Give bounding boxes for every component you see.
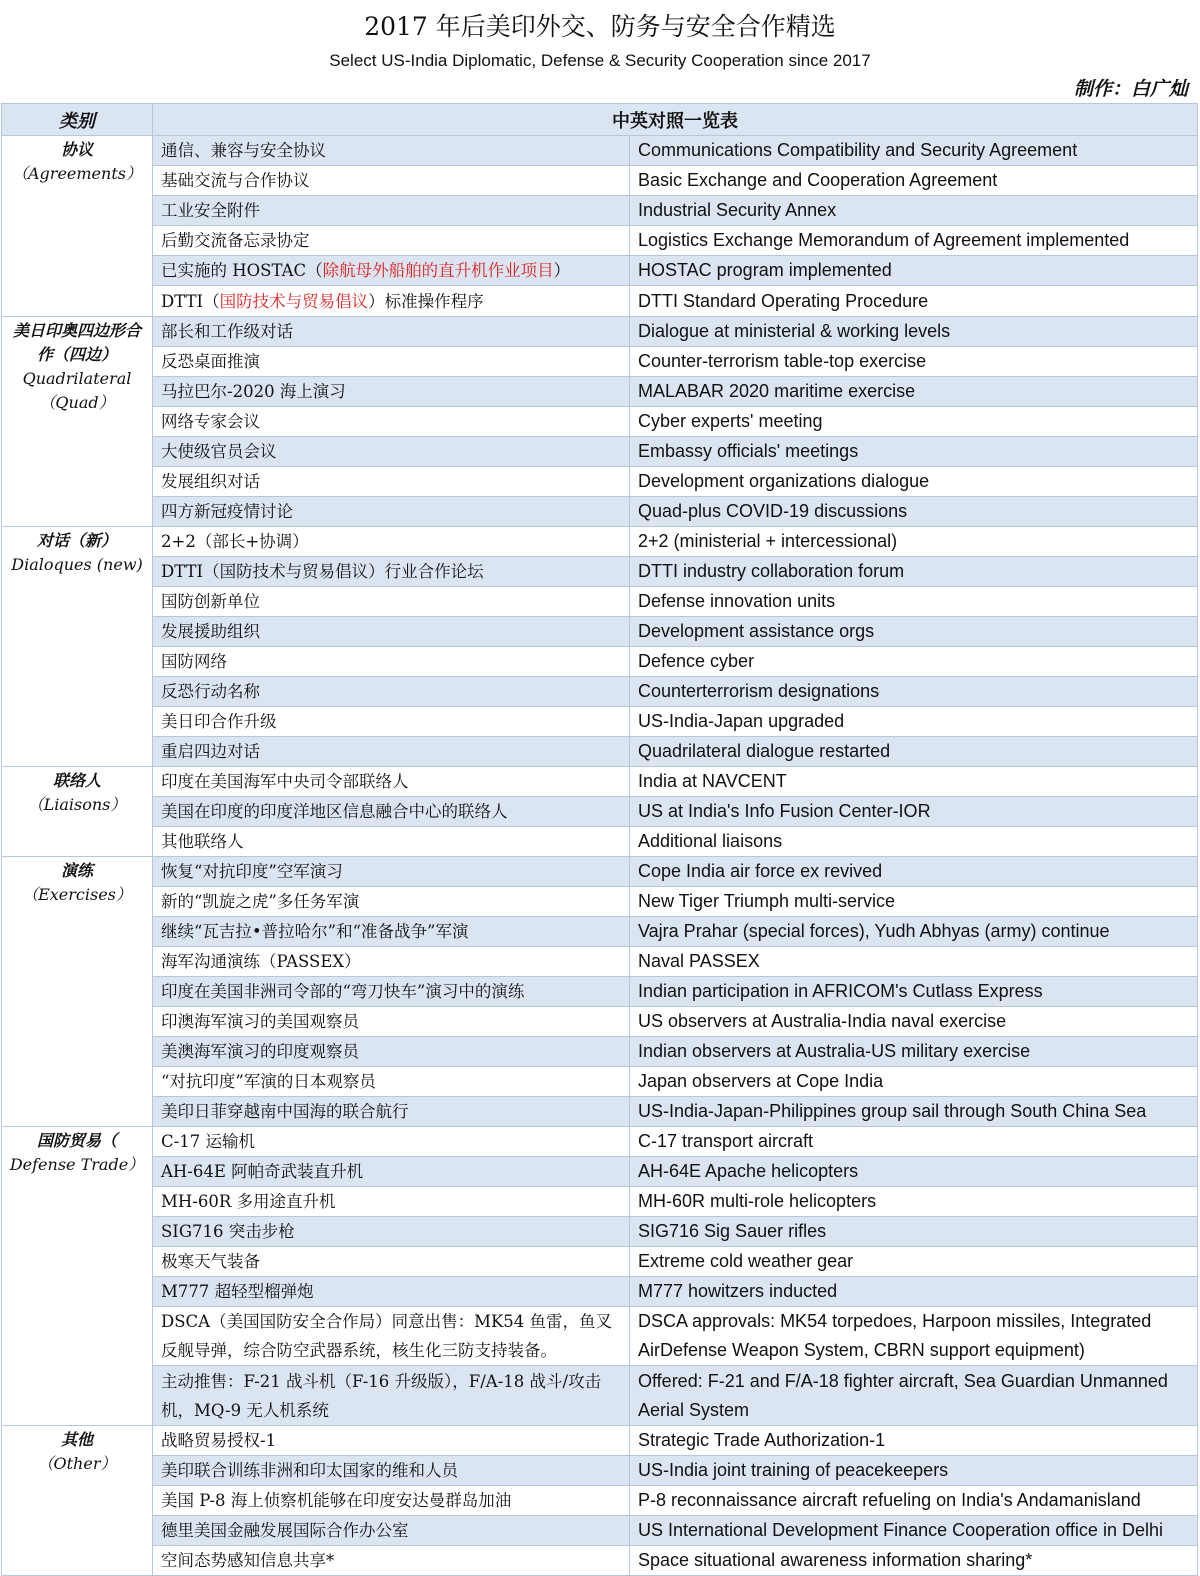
category-name-zh: 对话（新） <box>36 531 117 550</box>
item-chinese: 国防创新单位 <box>153 587 630 617</box>
item-english: Offered: F-21 and F/A-18 fighter aircraft, Sea Guardian Unmanned Aerial System <box>630 1366 1198 1426</box>
item-chinese-suffix: ）标准操作程序 <box>368 291 484 311</box>
item-chinese: 战略贸易授权-1 <box>153 1426 630 1456</box>
item-english: US-India-Japan upgraded <box>630 707 1198 737</box>
item-english: Defense innovation units <box>630 587 1198 617</box>
item-chinese: 工业安全附件 <box>153 196 630 226</box>
item-chinese: 后勤交流备忘录协定 <box>153 226 630 256</box>
content-column-header: 中英对照一览表 <box>153 104 1198 136</box>
page-subtitle: Select US-India Diplomatic, Defense & Security Cooperation since 2017 <box>329 51 871 70</box>
table-row <box>2 1456 1198 1486</box>
table-row <box>2 1097 1198 1127</box>
item-chinese-prefix: DTTI（ <box>161 291 220 311</box>
table-row <box>2 256 1198 286</box>
item-chinese: 美印联合训练非洲和印太国家的维和人员 <box>153 1456 630 1486</box>
item-chinese: 印澳海军演习的美国观察员 <box>153 1007 630 1037</box>
table-row <box>2 1157 1198 1187</box>
item-english: Cyber experts' meeting <box>630 407 1198 437</box>
item-chinese: M777 超轻型榴弹炮 <box>153 1277 630 1307</box>
item-english: Space situational awareness information sharing* <box>630 1546 1198 1576</box>
item-english: US-India joint training of peacekeepers <box>630 1456 1198 1486</box>
category-cell <box>2 527 153 767</box>
table-row <box>2 1037 1198 1067</box>
table-row <box>2 497 1198 527</box>
item-english: Quadrilateral dialogue restarted <box>630 737 1198 767</box>
item-english: M777 howitzers inducted <box>630 1277 1198 1307</box>
category-name-en: （Other） <box>37 1454 117 1473</box>
table-row <box>2 1307 1198 1366</box>
item-english: DSCA approvals: MK54 torpedoes, Harpoon missiles, Integrated AirDefense Weapon System, CBRN support equipment) <box>630 1307 1198 1366</box>
table-row <box>2 917 1198 947</box>
item-english: Indian observers at Australia-US military exercise <box>630 1037 1198 1067</box>
category-name-en: （Exercises） <box>22 885 132 904</box>
item-english: MH-60R multi-role helicopters <box>630 1187 1198 1217</box>
item-chinese: 基础交流与合作协议 <box>153 166 630 196</box>
category-column-header: 类别 <box>2 104 153 136</box>
table-row <box>2 407 1198 437</box>
item-chinese: 其他联络人 <box>153 827 630 857</box>
category-cell <box>2 767 153 857</box>
item-chinese: DSCA（美国国防安全合作局）同意出售：MK54 鱼雷，鱼叉反舰导弹，综合防空武器系统，核生化三防支持装备。 <box>153 1307 630 1366</box>
item-english: Indian participation in AFRICOM's Cutlass Express <box>630 977 1198 1007</box>
item-chinese: DTTI（国防技术与贸易倡议）行业合作论坛 <box>153 557 630 587</box>
item-chinese: 2+2（部长+协调） <box>153 527 630 557</box>
item-chinese <box>153 286 630 317</box>
item-english: MALABAR 2020 maritime exercise <box>630 377 1198 407</box>
item-chinese: 美印日菲穿越南中国海的联合航行 <box>153 1097 630 1127</box>
item-chinese: 网络专家会议 <box>153 407 630 437</box>
author-credit: 制作：白广灿 <box>1073 78 1188 100</box>
category-name-zh: 其他 <box>60 1430 93 1449</box>
item-english: Counterterrorism designations <box>630 677 1198 707</box>
table-row <box>2 737 1198 767</box>
category-name-zh: 美日印奥四边形合作（四边） <box>12 321 141 364</box>
item-chinese: 四方新冠疫情讨论 <box>153 497 630 527</box>
item-english: Basic Exchange and Cooperation Agreement <box>630 166 1198 196</box>
item-chinese: 美日印合作升级 <box>153 707 630 737</box>
item-english: Counter-terrorism table-top exercise <box>630 347 1198 377</box>
table-row <box>2 467 1198 497</box>
item-english: Additional liaisons <box>630 827 1198 857</box>
table-row <box>2 1426 1198 1456</box>
item-english: Communications Compatibility and Security Agreement <box>630 136 1198 166</box>
item-english: Cope India air force ex revived <box>630 857 1198 887</box>
item-english: Strategic Trade Authorization-1 <box>630 1426 1198 1456</box>
item-chinese: 重启四边对话 <box>153 737 630 767</box>
item-english: Logistics Exchange Memorandum of Agreement implemented <box>630 226 1198 256</box>
category-name-en: （Agreements） <box>12 164 142 183</box>
table-row <box>2 196 1198 226</box>
category-cell <box>2 317 153 527</box>
item-english: Japan observers at Cope India <box>630 1067 1198 1097</box>
table-row <box>2 1127 1198 1157</box>
item-chinese: 空间态势感知信息共享* <box>153 1546 630 1576</box>
table-row <box>2 226 1198 256</box>
item-chinese: SIG716 突击步枪 <box>153 1217 630 1247</box>
item-chinese: 新的“凯旋之虎”多任务军演 <box>153 887 630 917</box>
item-chinese: 大使级官员会议 <box>153 437 630 467</box>
item-chinese: AH-64E 阿帕奇武装直升机 <box>153 1157 630 1187</box>
item-chinese: 德里美国金融发展国际合作办公室 <box>153 1516 630 1546</box>
table-row <box>2 1247 1198 1277</box>
table-row <box>2 977 1198 1007</box>
table-row <box>2 1187 1198 1217</box>
item-chinese-highlight: 国防技术与贸易倡议 <box>219 291 369 311</box>
table-row <box>2 136 1198 166</box>
table-body <box>2 136 1198 1576</box>
category-name-en: （Liaisons） <box>27 795 127 814</box>
table-row <box>2 617 1198 647</box>
table-row <box>2 767 1198 797</box>
item-english: US International Development Finance Cooperation office in Delhi <box>630 1516 1198 1546</box>
item-english: Embassy officials' meetings <box>630 437 1198 467</box>
table-row <box>2 827 1198 857</box>
table-row <box>2 1486 1198 1516</box>
item-chinese-highlight: 除航母外船舶的直升机作业项目 <box>322 261 554 280</box>
item-english: Defence cyber <box>630 647 1198 677</box>
item-chinese: 继续“瓦吉拉•普拉哈尔”和“准备战争”军演 <box>153 917 630 947</box>
table-row <box>2 347 1198 377</box>
table-row <box>2 647 1198 677</box>
table-row <box>2 1516 1198 1546</box>
page-title: 2017 年后美印外交、防务与安全合作精选 <box>364 12 836 41</box>
item-english: DTTI industry collaboration forum <box>630 557 1198 587</box>
item-english: New Tiger Triumph multi-service <box>630 887 1198 917</box>
item-english: Vajra Prahar (special forces), Yudh Abhyas (army) continue <box>630 917 1198 947</box>
table-row <box>2 1217 1198 1247</box>
item-english: US at India's Info Fusion Center-IOR <box>630 797 1198 827</box>
comparison-table <box>1 103 1198 1576</box>
item-chinese: 反恐桌面推演 <box>153 347 630 377</box>
category-name-zh: 联络人 <box>52 771 101 790</box>
item-chinese: 反恐行动名称 <box>153 677 630 707</box>
item-english: Quad-plus COVID-19 discussions <box>630 497 1198 527</box>
item-english: SIG716 Sig Sauer rifles <box>630 1217 1198 1247</box>
table-row <box>2 1366 1198 1426</box>
item-english: P-8 reconnaissance aircraft refueling on India's Andamanisland <box>630 1486 1198 1516</box>
item-english: AH-64E Apache helicopters <box>630 1157 1198 1187</box>
item-english: C-17 transport aircraft <box>630 1127 1198 1157</box>
item-chinese: 海军沟通演练（PASSEX） <box>153 947 630 977</box>
table-row <box>2 166 1198 196</box>
table-row <box>2 857 1198 887</box>
item-english: Dialogue at ministerial & working levels <box>630 317 1198 347</box>
table-row <box>2 947 1198 977</box>
table-row <box>2 317 1198 347</box>
item-chinese: 部长和工作级对话 <box>153 317 630 347</box>
table-header-row <box>2 104 1198 136</box>
item-chinese-suffix: ） <box>553 261 571 280</box>
item-chinese <box>153 256 630 286</box>
table-row <box>2 437 1198 467</box>
item-chinese: 恢复“对抗印度”空军演习 <box>153 857 630 887</box>
item-english: US observers at Australia-India naval exercise <box>630 1007 1198 1037</box>
item-chinese: 印度在美国海军中央司令部联络人 <box>153 767 630 797</box>
item-english: India at NAVCENT <box>630 767 1198 797</box>
table-row <box>2 527 1198 557</box>
table-row <box>2 377 1198 407</box>
table-row <box>2 557 1198 587</box>
table-row <box>2 1277 1198 1307</box>
item-chinese: 美国在印度的印度洋地区信息融合中心的联络人 <box>153 797 630 827</box>
item-english: 2+2 (ministerial + intercessional) <box>630 527 1198 557</box>
category-cell <box>2 1127 153 1426</box>
table-row <box>2 1007 1198 1037</box>
table-row <box>2 587 1198 617</box>
item-chinese: 通信、兼容与安全协议 <box>153 136 630 166</box>
item-chinese: 发展援助组织 <box>153 617 630 647</box>
category-cell <box>2 857 153 1127</box>
item-chinese: 马拉巴尔-2020 海上演习 <box>153 377 630 407</box>
category-name-zh: 协议 <box>60 140 93 159</box>
table-row <box>2 286 1198 317</box>
category-name-en: Quadrilateral（Quad） <box>22 369 132 412</box>
item-english: DTTI Standard Operating Procedure <box>630 286 1198 317</box>
table-row <box>2 677 1198 707</box>
category-cell <box>2 136 153 317</box>
item-english: Naval PASSEX <box>630 947 1198 977</box>
category-name-zh: 国防贸易（ <box>36 1131 117 1150</box>
item-chinese: 印度在美国非洲司令部的“弯刀快车”演习中的演练 <box>153 977 630 1007</box>
item-english: Development organizations dialogue <box>630 467 1198 497</box>
item-english: Extreme cold weather gear <box>630 1247 1198 1277</box>
item-chinese: “对抗印度”军演的日本观察员 <box>153 1067 630 1097</box>
category-name-en: Dialoques (new) <box>11 555 143 574</box>
category-cell <box>2 1426 153 1576</box>
table-row <box>2 887 1198 917</box>
item-chinese-prefix: 已实施的 HOSTAC（ <box>161 261 323 280</box>
item-chinese: 主动推售：F-21 战斗机（F-16 升级版），F/A-18 战斗/攻击机，MQ-9 无人机系统 <box>153 1366 630 1426</box>
table-row <box>2 797 1198 827</box>
table-row <box>2 707 1198 737</box>
table-row <box>2 1067 1198 1097</box>
table-row <box>2 1546 1198 1576</box>
item-chinese: 美国 P-8 海上侦察机能够在印度安达曼群岛加油 <box>153 1486 630 1516</box>
item-chinese: 发展组织对话 <box>153 467 630 497</box>
item-chinese: C-17 运输机 <box>153 1127 630 1157</box>
category-name-en: Defense Trade） <box>9 1155 145 1174</box>
item-english: Industrial Security Annex <box>630 196 1198 226</box>
item-english: HOSTAC program implemented <box>630 256 1198 286</box>
item-english: US-India-Japan-Philippines group sail through South China Sea <box>630 1097 1198 1127</box>
item-chinese: 国防网络 <box>153 647 630 677</box>
item-chinese: MH-60R 多用途直升机 <box>153 1187 630 1217</box>
item-english: Development assistance orgs <box>630 617 1198 647</box>
item-chinese: 美澳海军演习的印度观察员 <box>153 1037 630 1067</box>
category-name-zh: 演练 <box>60 861 93 880</box>
item-chinese: 极寒天气装备 <box>153 1247 630 1277</box>
